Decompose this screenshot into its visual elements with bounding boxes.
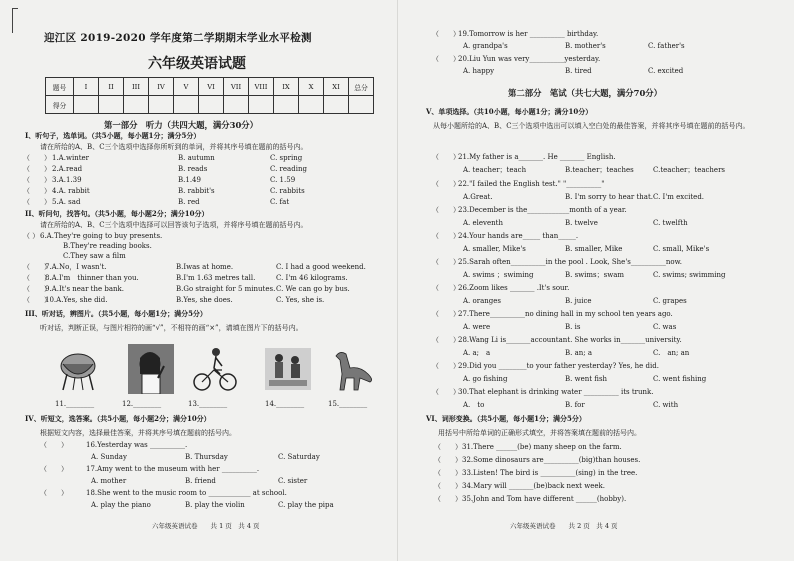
page-footer: 六年级英语试卷 共 2 页 共 4 页 (510, 522, 618, 530)
option-c: C. sister (278, 477, 308, 485)
option-c: C. play the pipa (278, 501, 334, 509)
question-text: 34.Mary will _______(be)back next week. (462, 482, 605, 490)
option-c: C. grapes (653, 297, 687, 305)
option-a: A. mother (91, 477, 127, 485)
option-a: A. play the piano (91, 501, 151, 509)
answer-bracket[interactable]: （ ） (432, 30, 460, 38)
pic-answer-11[interactable]: 11.________ (55, 400, 95, 408)
option-a: 2.A.read (52, 165, 83, 173)
option-c: C. twelfth (653, 219, 688, 227)
score-cell: VI (199, 78, 224, 96)
option-c: C. small, Mike's (653, 245, 710, 253)
score-entry[interactable] (174, 96, 199, 114)
option-b: B. for (565, 401, 585, 409)
score-entry[interactable] (299, 96, 324, 114)
part2-title: 第二部分 笔试（共七大题，满分70分） (508, 88, 663, 98)
option-b: B.I'm 1.63 metres tall. (176, 274, 256, 282)
answer-bracket[interactable]: （ ） (432, 284, 460, 292)
option-c: C. I had a good weekend. (276, 263, 366, 271)
answer-bracket[interactable]: （ ） (23, 263, 51, 271)
option-a: 4.A. rabbit (52, 187, 90, 195)
option-b: B.1.49 (178, 176, 201, 184)
score-entry[interactable] (99, 96, 124, 114)
option-a: A. a; a (463, 349, 491, 357)
question-text: 26.Zoom likes _______ .It's sour. (458, 284, 570, 292)
option-c: C. I'm excited. (653, 193, 705, 201)
option-a: 7.A.No，I wasn't. (45, 263, 107, 271)
option-a: A.Great. (463, 193, 493, 201)
answer-bracket[interactable]: （ ） (432, 362, 460, 370)
section-5-instructions: 从每小题所给的A、B、C三个选项中选出可以填入空白处的最佳答案，并将其序号填在题前的括号内。 (433, 122, 750, 130)
option-c: C. I'm 46 kilograms. (276, 274, 348, 282)
option-c: C.They saw a film (63, 252, 126, 260)
part1-title: 第一部分 听力（共四大题，满分30分） (104, 120, 259, 130)
answer-bracket[interactable]: （ ） (40, 441, 68, 449)
option-a: A. happy (463, 67, 495, 75)
question-text: 30.That elephant is drinking water __________ its trunk. (458, 388, 654, 396)
score-entry[interactable] (199, 96, 224, 114)
option-c: C. Yes, she is. (276, 296, 325, 304)
section-4-title: IV、听短文，选答案。（共5小题，每小题2分；满分10分） (25, 414, 211, 423)
option-c: C. an; an (653, 349, 690, 357)
option-a: 8.A.I'm thinner than you. (45, 274, 139, 282)
score-entry[interactable] (324, 96, 349, 114)
option-c: C.teacher；teachers (653, 166, 726, 174)
option-c: C. 1.59 (270, 176, 296, 184)
pic-answer-15[interactable]: 15.________ (328, 400, 368, 408)
question-text: 24.Your hands are_____ than_____. (458, 232, 579, 240)
option-b: B. autumn (178, 154, 215, 162)
score-entry[interactable] (149, 96, 174, 114)
answer-bracket[interactable]: （ ） (432, 180, 460, 188)
option-c: C. excited (648, 67, 684, 75)
question-text: 32.Some dinosaurs are__________(big)than houses. (462, 456, 641, 464)
score-cell: VII (224, 78, 249, 96)
score-entry[interactable] (249, 96, 274, 114)
option-b: B. play the violin (185, 501, 245, 509)
answer-bracket[interactable]: （ ） (23, 198, 51, 206)
option-b: B. twelve (565, 219, 598, 227)
option-c: C. was (653, 323, 677, 331)
answer-bracket[interactable]: （ ） (40, 465, 68, 473)
score-cell: I (74, 78, 99, 96)
option-b: B. I'm sorry to hear that. (565, 193, 654, 201)
answer-bracket[interactable]: （ ） (23, 154, 51, 162)
question-text: 29.Did you ________to your father yesterday? Yes, he did. (458, 362, 659, 370)
option-a: A. Sunday (91, 453, 127, 461)
option-a: A. were (463, 323, 491, 331)
girls-play-image (265, 344, 311, 394)
answer-bracket[interactable]: （ ） (434, 443, 462, 451)
score-entry[interactable] (274, 96, 299, 114)
score-table (45, 77, 374, 114)
answer-bracket[interactable]: （ ） (432, 153, 460, 161)
option-c: C. father's (648, 42, 685, 50)
score-cell: IV (149, 78, 174, 96)
score-cell: IX (274, 78, 299, 96)
answer-bracket[interactable]: （ ） (432, 206, 460, 214)
option-b: B. rabbit's (178, 187, 215, 195)
option-a: A. go fishing (463, 375, 508, 383)
answer-bracket[interactable]: （ ） (23, 285, 51, 293)
page-footer: 六年级英语试卷 共 1 页 共 4 页 (152, 522, 260, 530)
answer-bracket[interactable]: （ ） (434, 456, 462, 464)
question-text: 22."I failed the English test." "__________" (458, 180, 605, 188)
option-b: B. red (178, 198, 200, 206)
page-title: 六年级英语试题 (148, 56, 246, 72)
option-b: B.teacher；teaches (565, 166, 634, 174)
answer-bracket[interactable]: （ ） (432, 388, 460, 396)
answer-bracket[interactable]: （ ） (432, 232, 460, 240)
section-6-instructions: 用括号中所给单词的正确形式填空，并将答案填在题前的括号内。 (438, 429, 641, 437)
option-b: B.Yes, she does. (176, 296, 233, 304)
pic-answer-14[interactable]: 14.________ (265, 400, 305, 408)
option-c: C. Saturday (278, 453, 320, 461)
score-cell: VIII (249, 78, 274, 96)
answer-bracket[interactable]: （ ） (23, 165, 51, 173)
option-b: B. Thursday (185, 453, 228, 461)
answer-bracket[interactable]: （ ） (434, 469, 462, 477)
answer-bracket[interactable]: （ ） (23, 232, 40, 240)
option-b: B. reads (178, 165, 208, 173)
answer-bracket[interactable]: （ ） (23, 274, 51, 282)
option-a: A. smaller, Mike's (463, 245, 526, 253)
option-c: C. rabbits (270, 187, 305, 195)
score-cell: II (99, 78, 124, 96)
score-input-row (46, 96, 374, 114)
pic-answer-12[interactable]: 12.________ (122, 400, 162, 408)
section-2-instructions: 请在所给的A、B、C三个选项中选择可以回答该句子选项，并将序号填在题前括号内。 (40, 221, 308, 229)
pic-answer-13[interactable]: 13.________ (188, 400, 228, 408)
question-text: 33.Listen! The bird is __________(sing) in the tree. (462, 469, 638, 477)
option-a: 1.A.winter (52, 154, 89, 162)
option-c: C. swims; swimming (653, 271, 726, 279)
score-entry[interactable] (74, 96, 99, 114)
option-b: B.Iwas at home. (176, 263, 234, 271)
question-text: 27.There__________no dining hall in my school ten years ago. (458, 310, 673, 318)
option-a: 6.A.They're going to buy presents. (40, 232, 163, 240)
question-text: 20.Liu Yun was very__________yesterday. (458, 55, 601, 63)
answer-bracket[interactable]: （ ） (23, 187, 51, 195)
score-entry[interactable] (349, 96, 374, 114)
option-c: C. reading (270, 165, 307, 173)
answer-bracket[interactable]: （ ） (434, 482, 462, 490)
section-1-title: I、听句子，选单词。（共5小题，每小题1分；满分5分） (25, 131, 201, 140)
option-b: B. tired (565, 67, 592, 75)
option-b: B. juice (565, 297, 592, 305)
section-5-title: V、单项选择。（共10小题，每小题1分；满分10分） (426, 107, 593, 116)
score-cell: V (174, 78, 199, 96)
option-b: B. smaller, Mike (565, 245, 623, 253)
question-text: 19.Tomorrow is her __________ birthday. (458, 30, 599, 38)
option-a: 10.A.Yes, she did. (45, 296, 108, 304)
score-cell: III (124, 78, 149, 96)
answer-bracket[interactable]: （ ） (432, 310, 460, 318)
option-c: C. with (653, 401, 679, 409)
option-a: A. to (463, 401, 485, 409)
score-entry[interactable] (124, 96, 149, 114)
section-3-title: III、听对话，辨图片。（共5小题，每小题1分；满分5分） (25, 309, 207, 318)
answer-bracket[interactable]: （ ） (434, 495, 462, 503)
option-a: 9.A.It's near the bank. (45, 285, 124, 293)
question-text: 31.There ______(be) many sheep on the farm. (462, 443, 622, 451)
question-text: 25.Sarah often__________in the pool . Look, She's__________now. (458, 258, 682, 266)
option-c: C. spring (270, 154, 303, 162)
option-a: A. oranges (463, 297, 501, 305)
armchair-image (55, 344, 101, 394)
option-b: B. friend (185, 477, 216, 485)
score-cell: XI (324, 78, 349, 96)
dinosaur-image (330, 344, 376, 394)
right-page (398, 0, 794, 561)
girl-thinking-image (128, 344, 174, 394)
option-a: A. teacher；teach (463, 166, 527, 174)
binding-mark (12, 8, 18, 33)
option-a: A. swims ；swiming (463, 271, 534, 279)
option-a: A. eleventh (463, 219, 503, 227)
boy-cycling-image (192, 344, 238, 394)
option-b: B. mother's (565, 42, 606, 50)
score-cell: 题号 (46, 78, 74, 96)
option-a: 3.A.1.39 (52, 176, 82, 184)
option-b: B. an; a (565, 349, 593, 357)
question-text: 21.My father is a_______. He _______ English. (458, 153, 616, 161)
question-text: 17.Amy went to the museum with her __________. (86, 465, 260, 473)
option-b: B. swims；swam (565, 271, 625, 279)
answer-bracket[interactable]: （ ） (432, 258, 460, 266)
exam-header: 迎江区 2019-2020 学年度第二学期期末学业水平检测 (44, 32, 312, 44)
answer-bracket[interactable]: （ ） (23, 296, 51, 304)
score-row-label: 得分 (46, 96, 74, 114)
score-cell: X (299, 78, 324, 96)
option-b: B. is (565, 323, 581, 331)
score-header-row (46, 78, 374, 96)
section-1-instructions: 请在所给的A、B、C三个选项中选择你所听到的单词，并将其序号填在题前的括号内。 (40, 143, 308, 151)
option-b: B. went fish (565, 375, 608, 383)
option-c: C. fat (270, 198, 290, 206)
option-c: C. We can go by bus. (276, 285, 350, 293)
option-c: C. went fishing (653, 375, 707, 383)
answer-bracket[interactable]: （ ） (23, 176, 51, 184)
section-6-title: VI、词形变换。（共5小题，每小题1分；满分5分） (426, 414, 586, 423)
question-text: 28.Wang Li is_______accountant. She works in_______university. (458, 336, 682, 344)
question-text: 16.Yesterday was __________. (86, 441, 188, 449)
score-entry[interactable] (224, 96, 249, 114)
answer-bracket[interactable]: （ ） (432, 336, 460, 344)
question-text: 18.She went to the music room to ____________ at school. (86, 489, 287, 497)
question-text: 23.December is the____________month of a year. (458, 206, 627, 214)
answer-bracket[interactable]: （ ） (40, 489, 68, 497)
score-cell: 总分 (349, 78, 374, 96)
section-4-instructions: 根据短文内容，选择最佳答案，并将其序号填在题前的括号内。 (40, 429, 236, 437)
option-a: A. grandpa's (463, 42, 508, 50)
option-a: 5.A. sad (52, 198, 81, 206)
option-b: B.They're reading books. (63, 242, 152, 250)
question-text: 35.John and Tom have different ______(hobby). (462, 495, 627, 503)
option-b: B.Go straight for 5 minutes. (176, 285, 276, 293)
section-2-title: II、听问句，找答句。（共5小题，每小题2分；满分10分） (25, 209, 209, 218)
section-3-instructions: 听对话，判断正误，与图片相符的画“√”，不相符的画“×”，请填在图片下的括号内。 (40, 324, 303, 332)
answer-bracket[interactable]: （ ） (432, 55, 460, 63)
